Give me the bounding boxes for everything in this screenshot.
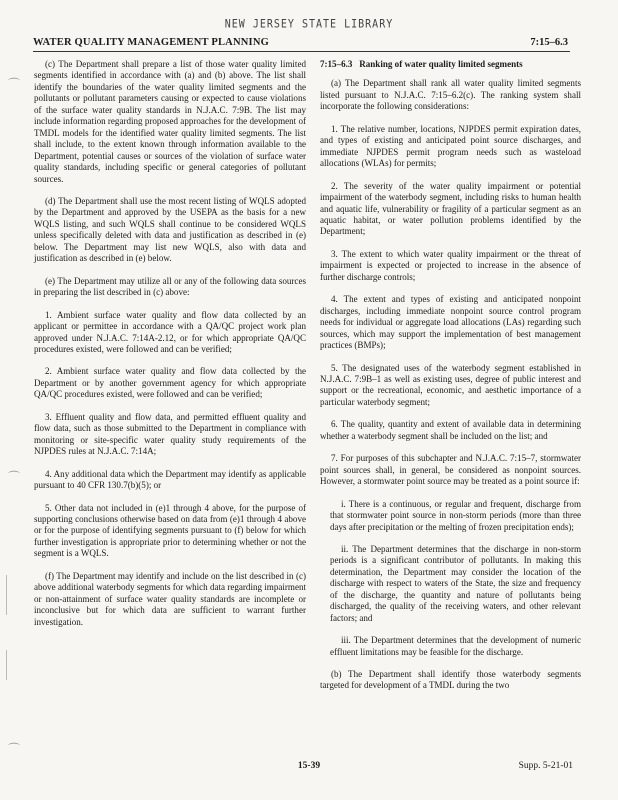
paragraph-f: (f) The Department may identify and include on the list described in (c) above additional waterbody segments for which data regarding impairment or non-attainment of surface water quality standards are incomplete or inconclusive but for which data are sufficient to warrant further investigation.: [34, 570, 306, 627]
section-number: 7:15–6.3: [320, 59, 353, 69]
subitem-iii: iii. The Department determines that the development of numeric effluent limitations may be feasible for the discharge.: [330, 635, 581, 657]
header-rule: [33, 51, 570, 52]
library-stamp: NEW JERSEY STATE LIBRARY: [224, 18, 394, 31]
consideration-1: 1. The relative number, locations, NJPDES permit expiration dates, and types of existing and anticipated point source discharges, and immediate NJPDES permit program needs such as wasteload allocations (WLAs) for permits;: [320, 123, 581, 169]
page-number: 15-39: [297, 761, 321, 771]
consideration-3: 3. The extent to which water quality impairment or the threat of impairment is expected or projected to increase in the absence of further discharge controls;: [320, 248, 581, 282]
list-item-e4: 4. Any additional data which the Department may identify as applicable pursuant to 40 CFR 130.7(b)(5); or: [34, 468, 306, 491]
section-title: Ranking of water quality limited segments: [359, 59, 523, 69]
consideration-6: 6. The quality, quantity and extent of available data in determining whether a waterbody segment shall be included on the list; and: [320, 419, 581, 441]
list-item-e1: 1. Ambient surface water quality and flow data collected by an applicant or permittee in accordance with a QA/QC project work plan approved under N.J.A.C. 7:14A-2.12, or for which appropriate QA/QC procedures existed, were followed and can be verified;: [34, 309, 306, 354]
consideration-5: 5. The designated uses of the waterbody segment established in N.J.A.C. 7:9B–1 as well as existing uses, degree of public interest and support or the recreational, economic, and aesthetic importance of a particular waterbody segment;: [320, 362, 581, 407]
list-item-e5: 5. Other data not included in (e)1 through 4 above, for the purpose of supporting conclusions otherwise based on data from (e)1 through 4 above or for the purpose of identifying segments pursuant to (f) below for which further investigation is appropriate prior to determining whether or not the segment is a WQLS.: [34, 502, 306, 559]
right-column: [320, 59, 581, 703]
paragraph-c: (c) The Department shall prepare a list of those water quality limited segments identified in accordance with (a) and (b) above. The list shall identify the boundaries of the water quality limited segments and the pollutants or pollutant parameters causing or expected to cause violations of the surface water quality standards in N.J.A.C. 7:9B. The list may include information regarding proposed approaches for the development of TMDL models for the identified water quality limited segments. The list shall include, to the extent known through information available to the Department, potential causes or sources of the violation of surface water quality standards, including specific or general categories of pollutant sources.: [34, 59, 306, 184]
binder-hole-mark: ⌒: [8, 742, 21, 756]
paragraph-a: (a) The Department shall rank all water quality limited segments listed pursuant to N.J.A.C. 7:15–6.2(c). The ranking system shall incorporate the following considerations:: [320, 78, 581, 112]
section-heading: [320, 59, 581, 70]
binder-hole-mark: ⌒: [8, 77, 21, 91]
consideration-7: 7. For purposes of this subchapter and N.J.A.C. 7:15–7, stormwater point sources shall, in general, be considered as nonpoint sources. However, a stormwater point source may be treated as a point source if:: [320, 453, 581, 487]
left-column: [34, 59, 306, 639]
subitem-i: i. There is a continuous, or regular and frequent, discharge from that stormwater point source in non-storm periods (more than three days after precipitation or the melting of frozen precipitation ends);: [330, 498, 581, 532]
subitem-ii: ii. The Department determines that the discharge in non-storm periods is a significant contributor of pollutants. In making this determination, the Department may consider the location of the discharge with respect to waters of the State, the size and frequency of the discharge, the quantity and nature of pollutants being discharged, the quality of the receiving waters, and other relevant factors; and: [330, 543, 581, 623]
list-item-e3: 3. Effluent quality and flow data, and permitted effluent quality and flow data, such as those submitted to the Department in compliance with monitoring or site-specific water quality study requirements of the NJPDES rules at N.J.A.C. 7:14A;: [34, 411, 306, 457]
paragraph-d: (d) The Department shall use the most recent listing of WQLS adopted by the Department and approved by the USEPA as the basis for a new WQLS listing, and such WQLS shall continue to be considered WQLS unless specifically deleted with data and justification as described in (e) below. The Department may list new WQLS, also with data and justification as described in (e) below.: [34, 195, 306, 264]
margin-tick: [6, 575, 7, 615]
paragraph-e: (e) The Department may utilize all or any of the following data sources in preparing the list described in (c) above:: [34, 275, 306, 298]
list-item-e2: 2. Ambient surface water quality and flow data collected by the Department or by another government agency for which appropriate QA/QC procedures existed, were followed and can be verified;: [34, 366, 306, 400]
running-header-title: WATER QUALITY MANAGEMENT PLANNING: [33, 37, 269, 48]
paragraph-b: (b) The Department shall identify those waterbody segments targeted for development of a TMDL during the two: [320, 669, 581, 691]
supplement-date: Supp. 5-21-01: [518, 761, 573, 771]
consideration-4: 4. The extent and types of existing and anticipated nonpoint discharges, including immediate nonpoint source control program needs for individual or aggregate load allocations (LAs) regarding such sources, which may support the implementation of best management practices (BMPs);: [320, 294, 581, 351]
binder-hole-mark: ⌒: [8, 470, 21, 484]
running-header-section: 7:15–6.3: [530, 37, 568, 48]
margin-tick: [6, 650, 7, 680]
consideration-2: 2. The severity of the water quality impairment or potential impairment of the waterbody segment, including risks to human health and aquatic life, vulnerability or fragility of a particular segment as an aquatic habitat, or water pollution problems identified by the Department;: [320, 180, 581, 237]
